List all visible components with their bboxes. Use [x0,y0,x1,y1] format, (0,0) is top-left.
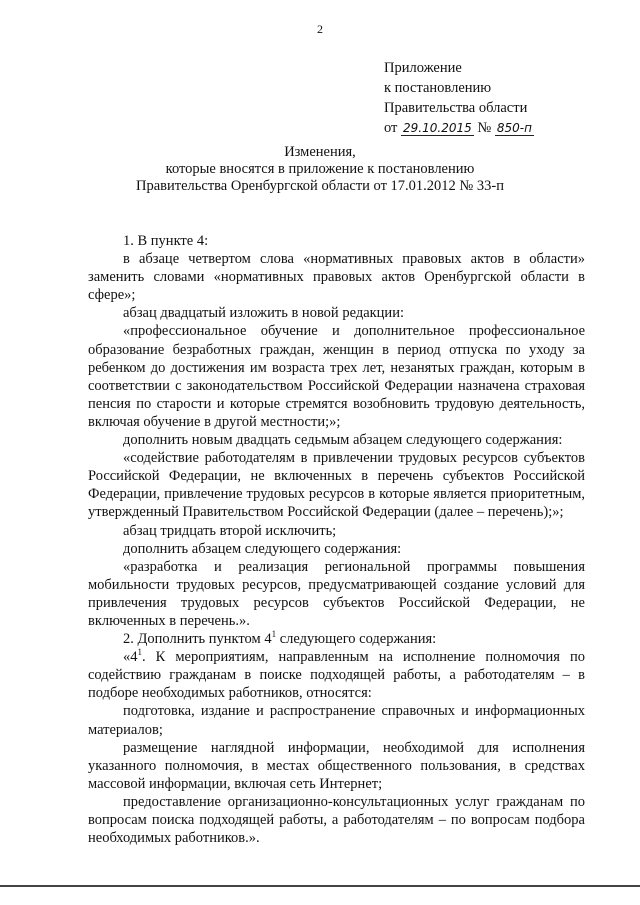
handwritten-number: 850-п [496,121,532,135]
page-number: 2 [317,22,323,36]
appendix-line-1: Приложение [384,60,462,76]
paragraph: дополнить абзацем следующего содержания: [123,540,402,557]
paragraph: «профессиональное обучение и дополнительное профессиональное образование безработных граждан, женщин в период отпуска по уходу за ребенком до достижения им возраста трех лет, незанятых граждан, которым в соответствии с законодательством Российской Федерации назначена страховая пенсия по старости и которые стремятся возобновить трудовую деятельность, включая обучение в другой местности;»; [88,323,585,430]
document-title [0,144,640,195]
title-line-1: Изменения, [284,144,356,160]
paragraph: 1. В пункте 4: [123,233,209,249]
paragraph-text: 2. Дополнить пунктом 4 [123,631,272,648]
bottom-rule [0,885,640,887]
appendix-date-line [384,118,534,138]
title-line-3: Правительства Оренбургской области от 17.01.2012 № 33-п [136,178,504,194]
paragraph-text: следующего содержания: [279,631,437,648]
paragraph [88,648,585,702]
title-line-2: которые вносятся в приложение к постановлению [165,161,475,177]
paragraph: «разработка и реализация региональной программы повышения мобильности трудовых ресурсов, предусматривающей создание условий для привлечения трудовых ресурсов субъектов Российской Федерации, не включенных в перечень.». [88,558,585,629]
document-body [88,232,585,847]
appendix-header [384,58,534,138]
paragraph: подготовка, издание и распространение справочных и информационных материалов; [88,703,585,738]
paragraph: размещение наглядной информации, необходимой для исполнения указанного полномочия, в местах общественного пользования, в средствах массовой информации, включая сеть Интернет; [88,739,585,792]
superscript: 1 [137,647,142,658]
paragraph: в абзаце четвертом слова «нормативных правовых актов в области» заменить словами «нормативных правовых актов Оренбургской области в сфере»; [88,251,585,304]
appendix-line-2: к постановлению [384,80,492,96]
number-prefix: № [477,120,492,136]
appendix-line-3: Правительства области [384,100,528,116]
paragraph: «содействие работодателям в привлечении трудовых ресурсов субъектов Российской Федерации, не включенных в перечень субъектов Российской Федерации, привлечение трудовых ресурсов в которые является приоритетным, утвержденный Правительством Российской Федерации (далее – перечень);»; [88,450,585,521]
paragraph-text: «4 [123,649,138,666]
superscript: 1 [271,629,277,640]
paragraph: абзац тридцать второй исключить; [123,522,337,539]
date-prefix: от [384,120,398,136]
paragraph: дополнить новым двадцать седьмым абзацем следующего содержания: [123,432,563,449]
paragraph: абзац двадцатый изложить в новой редакции: [123,305,404,322]
paragraph: предоставление организационно-консультационных услуг гражданам по вопросам поиска подходящей работы, а работодателям – по вопросам подбора необходимых работников.». [88,793,585,847]
paragraph-text: . К мероприятиям, направленным на исполнение полномочия по содействию гражданам в поиске подходящей работы, а работодателям – в подборе необходимых работников, относятся: [88,649,585,702]
paragraph [88,630,585,648]
handwritten-date: 29.10.2015 [403,121,472,135]
